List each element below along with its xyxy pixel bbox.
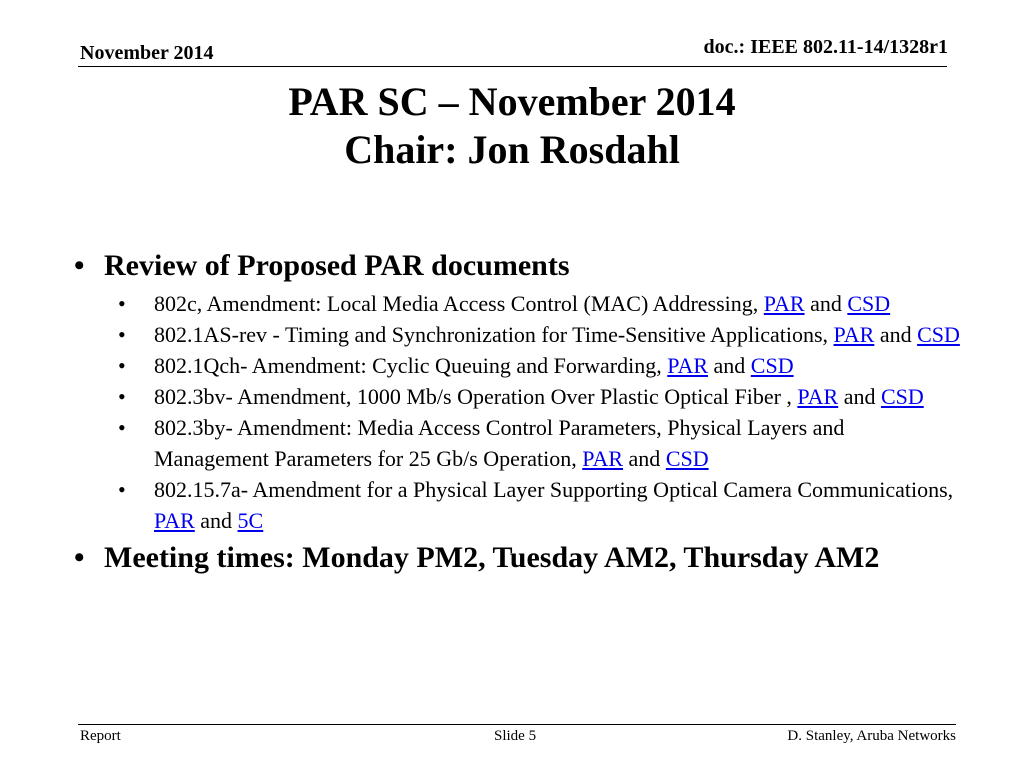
link-par[interactable]: PAR (797, 384, 839, 409)
sub-bullet-list (74, 288, 964, 536)
slide-title-line-2: Chair: Jon Rosdahl (344, 127, 680, 172)
bullet-text: Review of Proposed PAR documents (104, 249, 570, 282)
sub-bullet-item (74, 350, 964, 381)
sub-bullet-text: 802.1AS-rev - Timing and Synchronization for Time-Sensitive Applications, (154, 322, 834, 347)
link-par[interactable]: PAR (763, 291, 805, 316)
footer-author: D. Stanley, Aruba Networks (787, 728, 956, 744)
sub-bullet-item (74, 288, 964, 319)
bullet-item (74, 248, 964, 284)
slide-title-line-1: PAR SC – November 2014 (288, 79, 736, 124)
sub-bullet-icon: • (118, 291, 126, 316)
sub-bullet-text: 802.1Qch- Amendment: Cyclic Queuing and Forwarding, (154, 353, 668, 378)
link-separator: and (874, 322, 918, 347)
sub-bullet-icon: • (118, 353, 126, 378)
link-csd[interactable]: CSD (665, 446, 709, 471)
sub-bullet-icon: • (118, 384, 126, 409)
bullet-item (74, 540, 964, 576)
bullet-text: Meeting times: Monday PM2, Tuesday AM2, Thursday AM2 (104, 541, 880, 574)
sub-bullet-item (74, 381, 964, 412)
link-csd[interactable]: CSD (750, 353, 794, 378)
link-separator: and (623, 446, 666, 471)
bullet-icon: • (74, 249, 85, 282)
link-csd[interactable]: CSD (880, 384, 924, 409)
link-par[interactable]: PAR (154, 508, 195, 533)
link-csd[interactable]: CSD (917, 322, 960, 347)
sub-bullet-item (74, 319, 964, 350)
link-par[interactable]: PAR (582, 446, 624, 471)
sub-bullet-text: 802c, Amendment: Local Media Access Control (MAC) Addressing, (154, 291, 764, 316)
link-csd[interactable]: CSD (847, 291, 891, 316)
sub-bullet-text: 802.3by- Amendment: Media Access Control Parameters, Physical Layers and Management Parameters for 25 Gb/s Operation, (154, 415, 845, 471)
footer-divider (78, 724, 956, 725)
header-doc-id: doc.: IEEE 802.11-14/1328r1 (703, 36, 948, 58)
sub-bullet-icon: • (118, 415, 126, 440)
sub-bullet-text: 802.15.7a- Amendment for a Physical Layer Supporting Optical Camera Communications, (154, 477, 954, 502)
sub-bullet-text: 802.3bv- Amendment, 1000 Mb/s Operation Over Plastic Optical Fiber , (154, 384, 798, 409)
link-5c[interactable]: 5C (237, 508, 264, 533)
sub-bullet-icon: • (118, 322, 126, 347)
sub-bullet-icon: • (118, 477, 126, 502)
footer-slide-number: Slide 5 (494, 728, 537, 744)
link-separator: and (194, 508, 238, 533)
sub-bullet-item (74, 474, 964, 536)
header-divider (78, 66, 947, 67)
slide-title (0, 78, 1024, 174)
header-date: November 2014 (80, 42, 214, 64)
link-separator: and (804, 291, 848, 316)
link-par[interactable]: PAR (667, 353, 709, 378)
bullet-icon: • (74, 541, 85, 574)
slide-body (74, 248, 964, 580)
link-separator: and (708, 353, 751, 378)
link-separator: and (838, 384, 881, 409)
link-par[interactable]: PAR (833, 322, 875, 347)
footer-left: Report (80, 728, 121, 744)
sub-bullet-item (74, 412, 964, 474)
